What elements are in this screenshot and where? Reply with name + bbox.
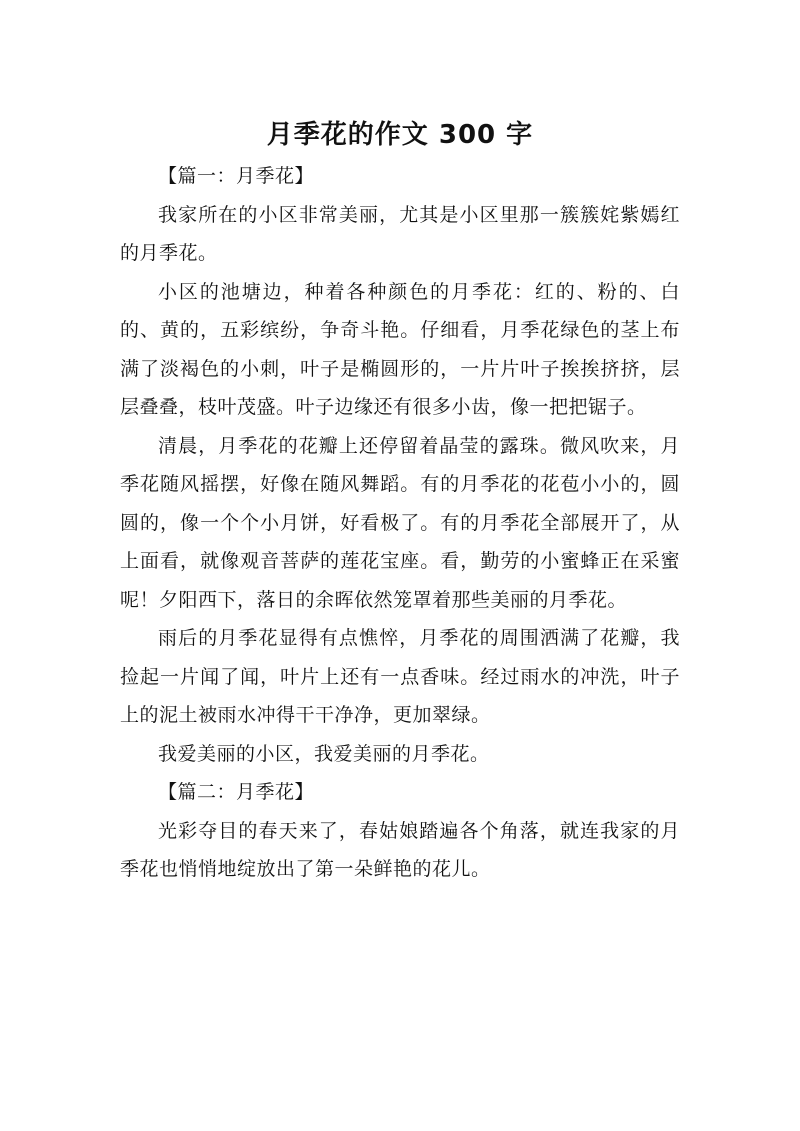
paragraph: 小区的池塘边，种着各种颜色的月季花：红的、粉的、白的、黄的，五彩缤纷，争奇斗艳。仔细看，月季花绿色的茎上布满了淡褐色的小刺，叶子是椭圆形的，一片片叶子挨挨挤挤，层层叠叠，枝叶茂盛。叶子边缘还有很多小齿，像一把把锯子。 xyxy=(120,280,680,418)
section-heading-1: 【篇一：月季花】 xyxy=(158,165,315,187)
paragraph: 光彩夺目的春天来了，春姑娘踏遍各个角落，就连我家的月季花也悄悄地绽放出了第一朵鲜艳的花儿。 xyxy=(120,819,680,880)
paragraph: 我家所在的小区非常美丽，尤其是小区里那一簇簇姹紫嫣红的月季花。 xyxy=(120,203,680,264)
document-body xyxy=(120,157,680,889)
section-heading-2: 【篇二：月季花】 xyxy=(158,781,315,803)
paragraph: 我爱美丽的小区，我爱美丽的月季花。 xyxy=(158,742,490,765)
paragraph: 清晨，月季花的花瓣上还停留着晶莹的露珠。微风吹来，月季花随风摇摆，好像在随风舞蹈。有的月季花的花苞小小的，圆圆的，像一个个小月饼，好看极了。有的月季花全部展开了，从上面看，就像观音菩萨的莲花宝座。看，勤劳的小蜜蜂正在采蜜呢！夕阳西下，落日的余晖依然笼罩着那些美丽的月季花。 xyxy=(120,434,680,611)
document-title: 月季花的作文 300 字 xyxy=(266,120,534,151)
paragraph: 雨后的月季花显得有点憔悴，月季花的周围洒满了花瓣，我捡起一片闻了闻，叶片上还有一点香味。经过雨水的冲洗，叶子上的泥土被雨水冲得干干净净，更加翠绿。 xyxy=(120,627,680,726)
